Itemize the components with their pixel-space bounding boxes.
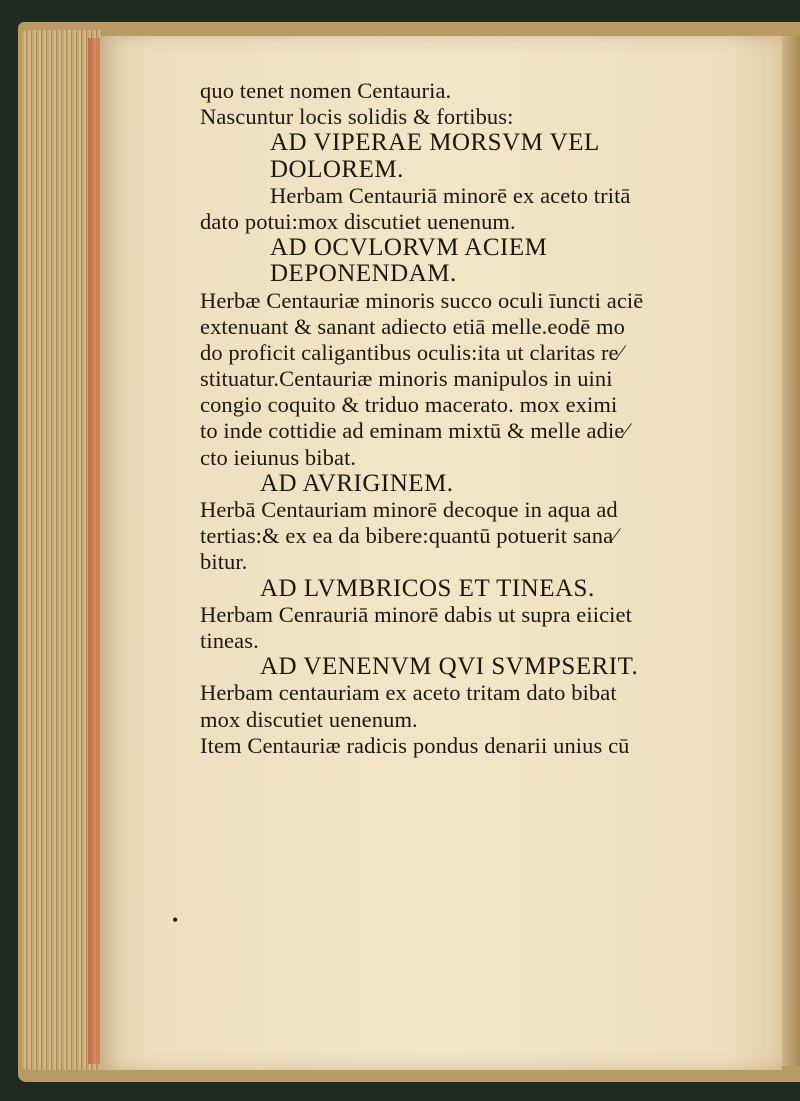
text-line: quo tenet nomen Centauria. [200, 78, 452, 103]
margin-mark: • [172, 910, 179, 930]
text-line: do proficit caligantibus oculis:ita ut claritas re⁄ [200, 339, 623, 365]
text-line: Herbam Centauriā minorē ex aceto tritā [270, 182, 631, 208]
section-heading: AD OCVLORVM ACIEM [270, 234, 548, 262]
right-board-edge [782, 36, 800, 1066]
text-line: Item Centauriæ radicis pondus denarii unius cū [200, 732, 630, 758]
section-heading: AD VENENVM QVI SVMPSERIT. [260, 653, 639, 681]
text-line: cto ieiunus bibat. [200, 444, 357, 470]
text-line: dato potui:mox discutiet uenenum. [200, 208, 516, 234]
text-line: tineas. [200, 627, 259, 653]
text-line: Herbā Centauriam minorē decoque in aqua ad [200, 497, 618, 522]
text-line: stituatur.Centauriæ minoris manipulos in uini [200, 366, 613, 392]
section-heading: AD VIPERAE MORSVM VEL [270, 129, 600, 157]
text-block [200, 78, 720, 759]
text-line: congio coquito & triduo macerato. mox eximi [200, 392, 618, 418]
section-heading: AD AVRIGINEM. [260, 469, 454, 497]
section-heading: DOLOREM. [270, 155, 404, 183]
text-line: to inde cottidie ad eminam mixtū & melle adie⁄ [200, 418, 629, 444]
text-line: mox discutiet uenenum. [200, 706, 418, 732]
text-line: tertias:& ex ea da bibere:quantū potuerit sana⁄ [200, 523, 618, 549]
text-line: Herbæ Centauriæ minoris succo oculi īuncti aciē [200, 287, 644, 313]
text-line: bitur. [200, 549, 248, 575]
text-line: Herbam Cenrauriā minorē dabis ut supra eiiciet [200, 601, 632, 627]
section-heading: DEPONENDAM. [270, 260, 457, 288]
text-line: extenuant & sanant adiecto etiā melle.eodē mo [200, 313, 625, 339]
text-line: Herbam centauriam ex aceto tritam dato bibat [200, 680, 617, 706]
text-line: Nascuntur locis solidis & fortibus: [200, 104, 514, 130]
section-heading: AD LVMBRICOS ET TINEAS. [260, 574, 595, 602]
